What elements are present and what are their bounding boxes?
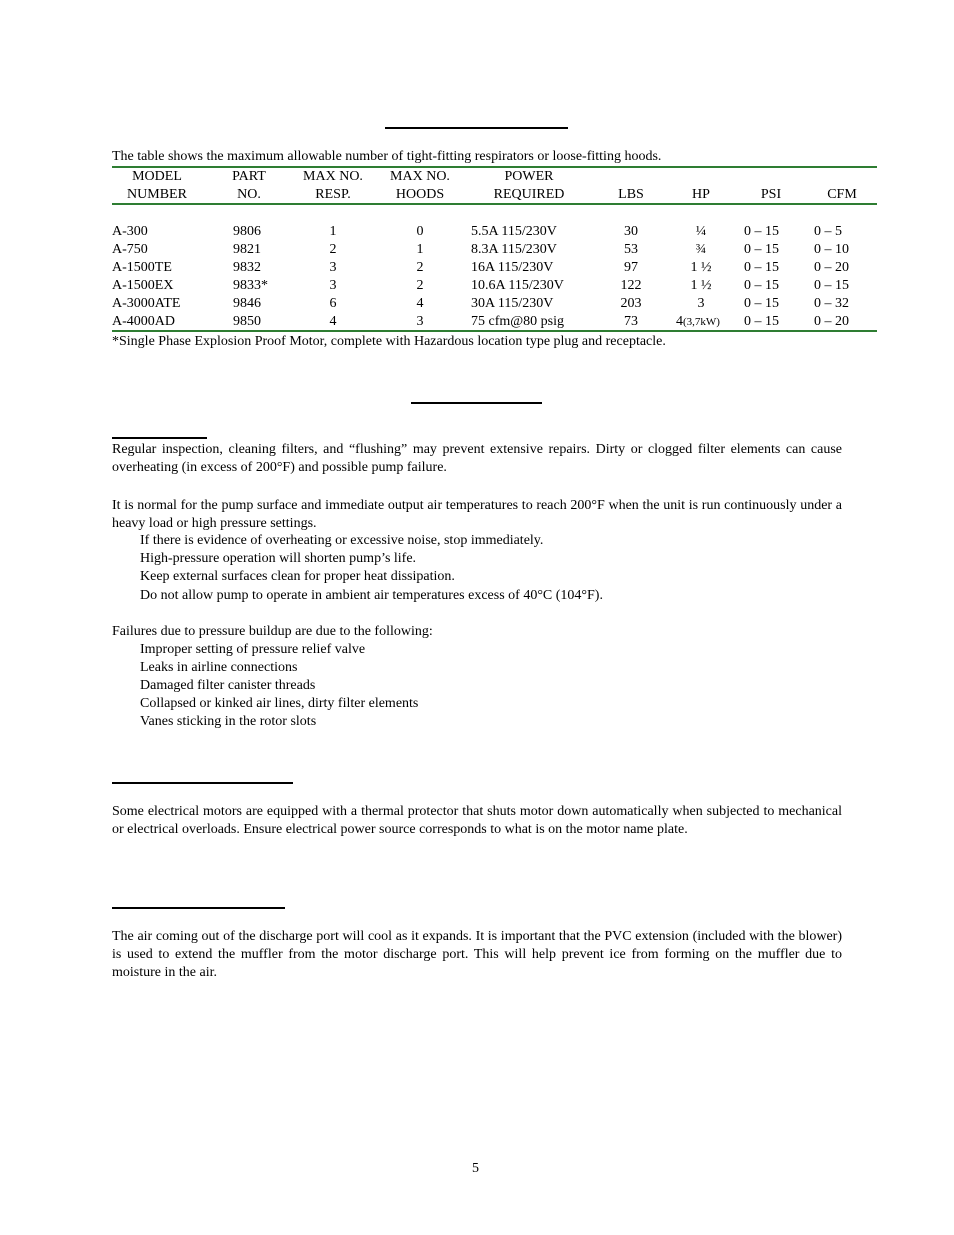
cell-resp: 6 xyxy=(329,296,337,311)
cell-cfm: 0 – 15 xyxy=(814,278,849,293)
cell-resp: 3 xyxy=(329,278,337,293)
header-resp: MAX NO. RESP. xyxy=(303,169,363,202)
list-item: If there is evidence of overheating or excessive noise, stop immediately. xyxy=(140,533,544,548)
header-hoods: MAX NO. HOODS xyxy=(390,169,450,202)
header-model: MODEL NUMBER xyxy=(127,169,187,202)
failures-intro: Failures due to pressure buildup are due to the following: xyxy=(112,624,433,639)
list-item: Leaks in airline connections xyxy=(140,660,298,675)
header-psi: PSI xyxy=(760,187,782,202)
cell-resp: 1 xyxy=(329,224,337,239)
header-lbs: LBS xyxy=(618,187,644,202)
cell-lbs: 53 xyxy=(624,242,638,257)
cell-part: 9850 xyxy=(233,314,261,329)
list-item: Keep external surfaces clean for proper heat dissipation. xyxy=(140,569,455,584)
list-item: Do not allow pump to operate in ambient air temperatures excess of 40°C (104°F). xyxy=(140,588,603,603)
cell-part: 9821 xyxy=(233,242,261,257)
cell-resp: 3 xyxy=(329,260,337,275)
cell-power: 16A 115/230V xyxy=(471,260,554,275)
cell-psi: 0 – 15 xyxy=(744,260,779,275)
cell-hoods: 3 xyxy=(416,314,424,329)
cell-lbs: 73 xyxy=(624,314,638,329)
maintenance-paragraph-2: It is normal for the pump surface and immediate output air temperatures to reach 200°F when the unit is run continuously under a heavy load or high pressure settings. xyxy=(112,498,842,531)
cell-part: 9832 xyxy=(233,260,261,275)
cell-hp: 1 ½ xyxy=(690,278,712,293)
list-item: Collapsed or kinked air lines, dirty filter elements xyxy=(140,696,419,711)
cell-hoods: 1 xyxy=(416,242,424,257)
heading-rule-maintenance xyxy=(411,402,542,404)
cell-power: 8.3A 115/230V xyxy=(471,242,557,257)
table-footnote: *Single Phase Explosion Proof Motor, complete with Hazardous location type plug and receptacle. xyxy=(112,334,666,349)
cell-resp: 4 xyxy=(329,314,337,329)
maintenance-paragraph-1: Regular inspection, cleaning filters, and “flushing” may prevent extensive repairs. Dirty or clogged filter elements can cause overheating (in excess of 200°F) and possible pump failure. xyxy=(112,442,842,475)
cell-hp: 4(3,7kW) xyxy=(676,314,720,329)
hp-note: (3,7kW) xyxy=(683,316,720,328)
cell-model: A-300 xyxy=(112,224,148,239)
cell-model: A-1500EX xyxy=(112,278,174,293)
header-cfm: CFM xyxy=(827,187,857,202)
cell-hoods: 2 xyxy=(416,278,424,293)
cell-lbs: 203 xyxy=(620,296,642,311)
cell-lbs: 122 xyxy=(620,278,642,293)
subheading-rule-general xyxy=(112,437,207,439)
cell-lbs: 97 xyxy=(624,260,638,275)
cell-hp: ¼ xyxy=(695,224,707,239)
cell-cfm: 0 – 10 xyxy=(814,242,849,257)
cell-model: A-4000AD xyxy=(112,314,175,329)
list-item: High-pressure operation will shorten pump’s life. xyxy=(140,551,417,566)
cell-hoods: 2 xyxy=(416,260,424,275)
subheading-rule-discharge xyxy=(112,907,285,909)
cell-part: 9846 xyxy=(233,296,261,311)
cell-psi: 0 – 15 xyxy=(744,314,779,329)
page-number: 5 xyxy=(472,1161,479,1176)
cell-model: A-3000ATE xyxy=(112,296,181,311)
subheading-rule-motor xyxy=(112,782,293,784)
header-part: PART NO. xyxy=(232,169,266,202)
cell-cfm: 0 – 20 xyxy=(814,314,849,329)
cell-cfm: 0 – 20 xyxy=(814,260,849,275)
discharge-paragraph: The air coming out of the discharge port will cool as it expands. It is important that the PVC extension (included with the blower) is used to extend the muffler from the motor discharge port. This will help prevent ice from forming on the muffler due to moisture in the air. xyxy=(112,929,842,980)
list-item: Improper setting of pressure relief valve xyxy=(140,642,366,657)
cell-psi: 0 – 15 xyxy=(744,278,779,293)
list-item: Damaged filter canister threads xyxy=(140,678,316,693)
header-power: POWER REQUIRED xyxy=(493,169,565,202)
heading-rule-specifications xyxy=(385,127,568,129)
cell-psi: 0 – 15 xyxy=(744,296,779,311)
table-intro: The table shows the maximum allowable number of tight-fitting respirators or loose-fitting hoods. xyxy=(112,149,662,164)
cell-model: A-750 xyxy=(112,242,148,257)
list-item: Vanes sticking in the rotor slots xyxy=(140,714,317,729)
cell-hp: 1 ½ xyxy=(690,260,712,275)
cell-psi: 0 – 15 xyxy=(744,224,779,239)
cell-model: A-1500TE xyxy=(112,260,172,275)
header-hp: HP xyxy=(692,187,710,202)
cell-hp: 3 xyxy=(697,296,705,311)
cell-cfm: 0 – 32 xyxy=(814,296,849,311)
cell-power: 30A 115/230V xyxy=(471,296,554,311)
cell-part: 9806 xyxy=(233,224,261,239)
motor-paragraph: Some electrical motors are equipped with a thermal protector that shuts motor down automatically when subjected to mechanical or electrical overloads. Ensure electrical power source corresponds to what is on the motor name plate. xyxy=(112,804,842,837)
cell-hoods: 4 xyxy=(416,296,424,311)
cell-cfm: 0 – 5 xyxy=(814,224,842,239)
cell-lbs: 30 xyxy=(624,224,638,239)
cell-hp: ¾ xyxy=(695,242,707,257)
cell-power: 10.6A 115/230V xyxy=(471,278,564,293)
cell-resp: 2 xyxy=(329,242,337,257)
cell-power: 5.5A 115/230V xyxy=(471,224,557,239)
cell-part: 9833* xyxy=(233,278,268,293)
cell-hoods: 0 xyxy=(416,224,424,239)
cell-power: 75 cfm@80 psig xyxy=(471,314,564,329)
cell-psi: 0 – 15 xyxy=(744,242,779,257)
